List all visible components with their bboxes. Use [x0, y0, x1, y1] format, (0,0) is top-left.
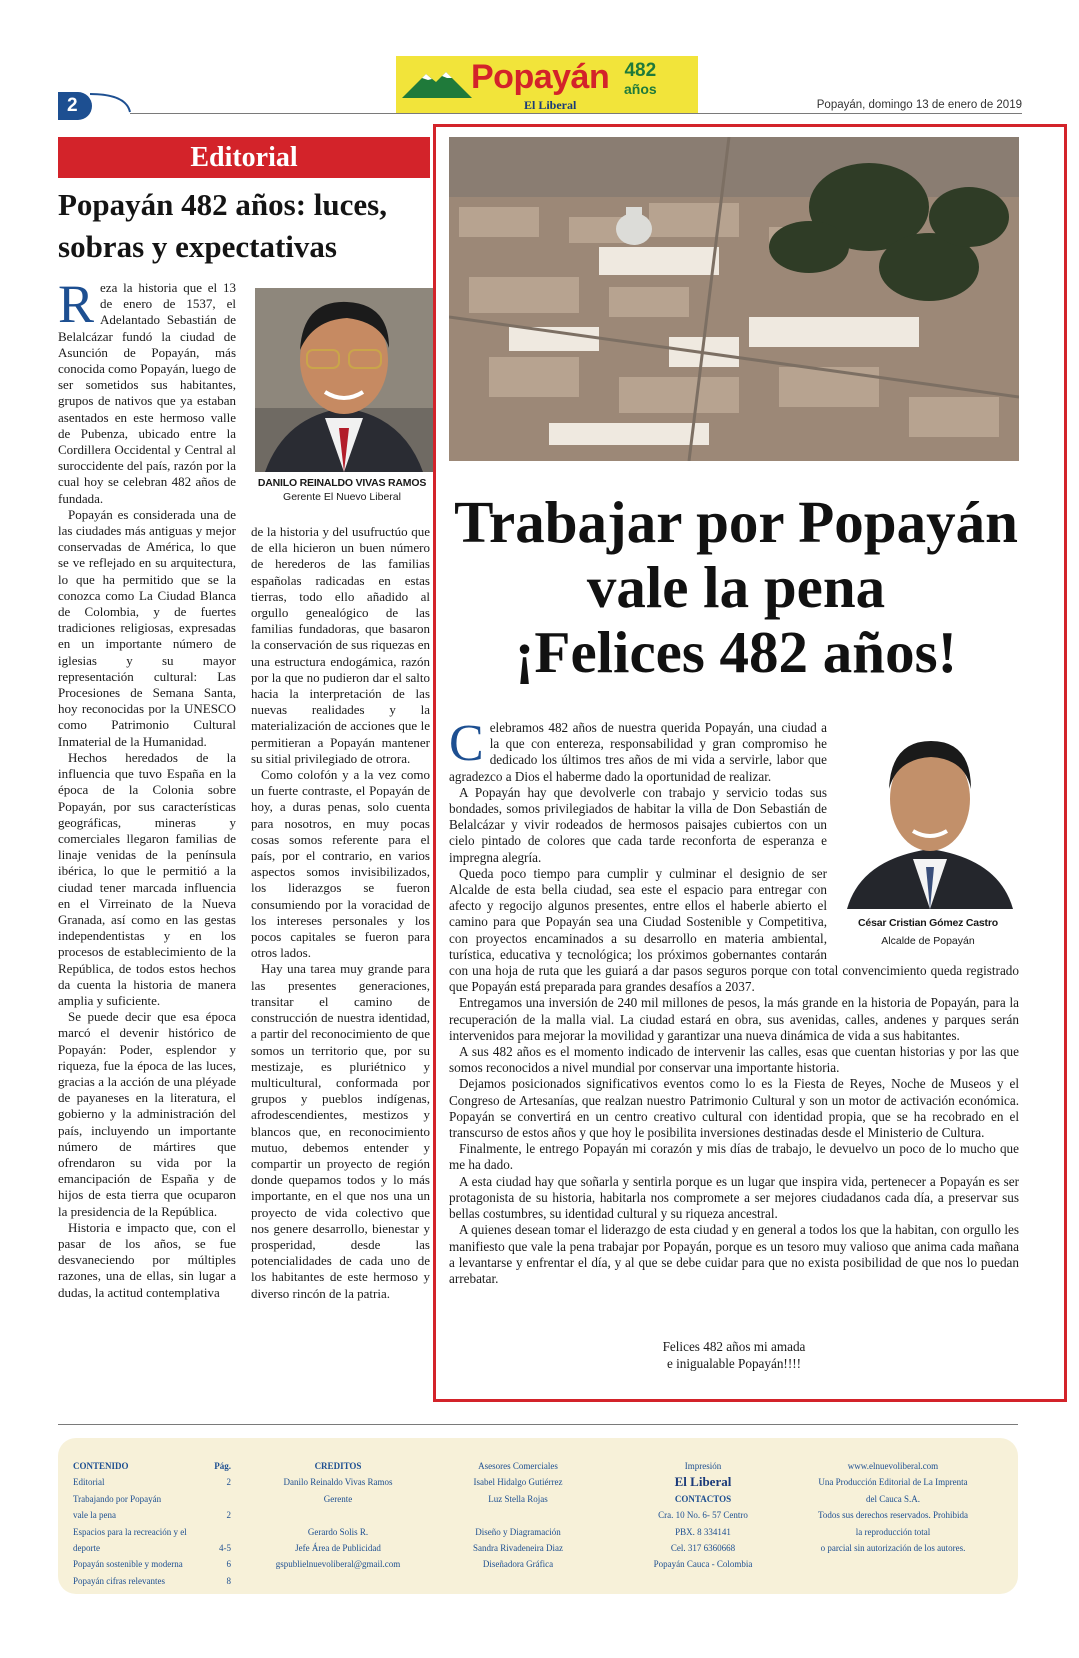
table-of-contents: CONTENIDO Pág. Editorial 2 Trabajando por Popayán vale la pena 2 Espacios para la recreación y el deporte 4-5 Popayán sostenible y moderna 6 Popayán cifras relevantes 8 — [73, 1458, 231, 1589]
logo-title: Popayán — [471, 58, 610, 96]
author-caption — [251, 477, 433, 503]
toc-row: Editorial 2 — [73, 1477, 231, 1488]
mountain-icon — [402, 68, 472, 98]
drop-cap: R — [58, 274, 95, 334]
page-tab-decoration — [86, 90, 132, 122]
paragraph: A esta ciudad hay que soñarla y sentirla porque es un lugar que inspira vida, pertenecer a Popayán es ser protagonista de su historia, habitarla nos compromete a ser mejores ciudadanos cada día, a preservar sus bellas costumbres, su identidad cultural y su riqueza ancestral. — [449, 1173, 1019, 1222]
paragraph: A quienes desean tomar el liderazgo de esta ciudad y en general a todos los que la habitan, con orgullo les manifiesto que vale la pena trabajar por Popayán, porque es un tesoro muy valioso que anima cada mañana a levantarse y enfrentar el día, y al que se debe cuidar para que no exista posibilidad de que nos lo puedan arrebatar. — [449, 1222, 1019, 1286]
masthead-logo — [396, 56, 698, 114]
paragraph: Hechos heredados de la influencia que tuvo España en la época de la Colonia sobre Popayán, por sus características geográficas, mineras y comerciales llegaron familias de linaje venidas de la península ibérica, lo que le permitió a la ciudad tener marcada influencia en el Virreinato de la Nueva Granada, así como en las gestas independentistas y en los procesos de establecimiento de la República, de todos estos hechos da cuenta la historia de manera amplia y suficiente. — [58, 749, 236, 1008]
drop-cap: C — [449, 715, 484, 772]
editorial-column-2 — [251, 524, 430, 1302]
paragraph: A sus 482 años es el momento indicado de intervenir las calles, esas que cuentan historias y por las que somos reconocidos a nivel mundial por conservar una importante historia. — [449, 1044, 1019, 1076]
printer-logo: El Liberal — [674, 1474, 732, 1490]
legal-column: www.elnuevoliberal.com Una Producción Editorial de La Imprenta del Cauca S.A. Todos sus derechos reservados. Prohibida la reproducción total o parcial sin autorización de los autores. — [808, 1458, 978, 1556]
caption-name: César Cristian Gómez Castro — [858, 917, 998, 929]
editorial-headline: Popayán 482 años: luces, sobras y expectativas — [58, 187, 387, 264]
paragraph: A Popayán hay que devolverle con trabajo y servicio todas sus bondades, somos privilegiados de habitar la villa de Don Sebastián de Belalcázar y vivir rodeados de hermosos paisajes cubiertos con un cielo pintado de colores que cada tarde reconforta de esperanza e impregna alegría. — [449, 784, 827, 865]
footer-rule — [58, 1424, 1018, 1425]
paragraph: Finalmente, le entrego Popayán mi corazón y mis días de trabajo, le devuelvo un poco de lo mucho que me ha dado. — [449, 1141, 1019, 1173]
toc-row: Espacios para la recreación y el — [73, 1526, 187, 1537]
staff-column: Asesores Comerciales Isabel Hidalgo Gutiérrez Luz Stella Rojas Diseño y Diagramación Sandra Rivadeneira Diaz Diseñadora Gráfica — [473, 1461, 563, 1570]
paragraph: Hay una tarea muy grande para las presentes generaciones, transitar el camino de construcción de nuestra identidad, a partir del reconocimiento de que somos un territorio que, por su mestizaje, es pluriétnico y multicultural, conformada por grupos y pueblos indígenas, afrodescendientes, mestizos y blancos que, en reconocimiento mutuo, debemos entender y compartir un proyecto de región donde quepamos todos y lo más importante, en el que nos una un proyecto de vida colectivo que nos genere desarrollo, bienestar y prosperidad, desde las potencialidades de cada uno de los habitantes de este hermoso y diverso rincón de la patria. — [251, 961, 430, 1301]
caption-role: Gerente El Nuevo Liberal — [283, 491, 401, 503]
sign-off: Felices 482 años mi amada e inigualable Popayán!!!! — [662, 1339, 806, 1371]
toc-row: vale la pena 2 — [73, 1510, 231, 1521]
contacts-column: Impresión El Liberal CONTACTOS Cra. 10 No. 6- 57 Centro PBX. 8 334141 Cel. 317 6360668 Popayán Cauca - Colombia — [633, 1458, 773, 1573]
footer-credits — [58, 1438, 1018, 1594]
caption-name: DANILO REINALDO VIVAS RAMOS — [257, 477, 427, 489]
website-link[interactable]: www.elnuevoliberal.com — [847, 1461, 939, 1471]
paragraph: de la historia y del usufructúo que de ella hicieron un buen número de herederos de las familias españolas radicadas en estas tierras, todo ello añadido al orgullo genealógico de las familias fundadoras, que basaron la conservación de sus riquezas en una estructura endogámica, razón por la que no pudieron dar el salto hacia la interpretación de las nuevas realidades y la materialización de acciones que le permitieran a Popayán mantener su sitial privilegiado de otrora. — [251, 524, 430, 766]
editorial-column-1 — [58, 274, 236, 1301]
paragraph: Reza la historia que el 13 de enero de 1537, el Adelantado Sebastián de Belalcázar fundó la ciudad de Asunción de Popayán, más conocida como Popayán, luego de ser sometidos sus habitantes, grupos de nativos que ya estaban asentados en este hermoso valle de Pubenza, ubicado entre la Cordillera Occidental y Central al suroccidente del país, razón por la cual hoy se celebran 482 años de fundada. — [58, 274, 236, 506]
toc-row: Popayán cifras relevantes 8 — [73, 1575, 231, 1586]
paragraph: Queda poco tiempo para cumplir y culminar el designio de ser Alcalde de esta bella ciudad, sea este el espacio para entregar con afecto y regocijo algunos presentes, entre ellos el haberle abierto el camino para que Popayán sea una Ciudad Sostenible y Competitiva, con proyectos encaminados a su desarrollo en materia ambiental, turística, educativa y tecnológica; los próximos gobernantes contarán con una hoja de ruta que les guiará a dar pasos seguros porque con total convencimiento queda registrado que Popayán está preparada para grandes desafíos a 2037. — [449, 865, 1019, 995]
paragraph: Dejamos posicionados significativos eventos como lo es la Fiesta de Reyes, Noche de Museos y el Congreso de Artesanías, que realzan nuestro Patrimonio Cultural y son un motor de activación económica. Popayán se convertirá en un centro creativo cultural con identidad propia, que se ha recobrado en el transcurso de estos años y que hoy le posibilita inversiones destinadas desde el Ministerio de Cultura. — [449, 1076, 1019, 1141]
paragraph: Como colofón y a la vez como un fuerte contraste, el Popayán de hoy, a duras penas, solo cuenta para nosotros, en muy pocas cosas somos referente para el país, por el contrario, en varios aspectos somos invisibilizados, los liderazgos se fueron consumiendo por la voracidad de los intereses personales y los pocos capitales se fueron para otros lados. — [251, 767, 430, 961]
page-number: 2 — [58, 92, 92, 120]
city-aerial-photo — [449, 137, 1019, 461]
logo-brand: El Liberal — [524, 98, 577, 112]
mayor-photo-block — [837, 720, 1019, 949]
mayor-photo — [841, 719, 1019, 909]
dateline: Popayán, domingo 13 de enero de 2019 — [816, 99, 1022, 111]
header-rule — [130, 113, 1022, 114]
mayor-letter — [449, 715, 1019, 1287]
credits-column: CREDITOS Danilo Reinaldo Vivas Ramos Gerente Gerardo Solis R. Jefe Área de Publicidad gspublielnuevoliberal@gmail.com — [275, 1461, 401, 1570]
author-photo — [255, 288, 433, 472]
toc-row: Popayán sostenible y moderna 6 — [73, 1559, 231, 1570]
paragraph: Popayán es considerada una de las ciudades más antiguas y mejor conservadas de América, lo que se ve reflejado en su arquitectura, lo que ha permitido que se la conozca como La Ciudad Blanca de Colombia, y de fuertes tradiciones religiosas, expresadas en un importante número de iglesias y su mayor representación cultural: Las Procesiones de Semana Santa, hoy reconocidas por la UNESCO como Patrimonio Cultural Inmaterial de la Humanidad. — [58, 506, 236, 749]
paragraph: Historia e impacto que, con el pasar de los años, se fue desvaneciendo por múltiples razones, una de ellas, sin lugar a dudas, la actitud contemplativa — [58, 1219, 236, 1300]
toc-row: deporte 4-5 — [73, 1543, 231, 1554]
toc-row: Trabajando por Popayán — [73, 1493, 162, 1504]
logo-number: 482 años — [624, 60, 657, 97]
section-label: Editorial — [58, 137, 430, 178]
paragraph: Se puede decir que esa época marcó el devenir histórico de Popayán: Poder, esplendor y riqueza, fue la época de las luces, gracias a la acción de una pléyade de payaneses en la literatura, el gobierno y la administración del país, incluyendo un importante número de mártires que ofrendaron su vida por la emancipación de España y de hijos de esta tierra que ocuparon la presidencia de la República. — [58, 1009, 236, 1219]
paragraph: Celebramos 482 años de nuestra querida Popayán, una ciudad a la que con entereza, responsabilidad y gran compromiso he dedicado los últimos tres años de mi vida a servirle, labor que agradezco a Dios el haberme dado la oportunidad de realizar. — [449, 715, 827, 784]
caption-role: Alcalde de Popayán — [881, 935, 975, 948]
paragraph: Entregamos una inversión de 240 mil millones de pesos, la más grande en la historia de Popayán, para la recuperación de la malla vial. La ciudad estará en obra, sus avenidas, calles, andenes y parques serán intervenidos para mejorar la movilidad y garantizar una nueva dinámica de vida a sus habitantes. — [449, 995, 1019, 1043]
feature-headline: Trabajar por Popayán vale la pena ¡Felices 482 años! — [454, 489, 1018, 685]
